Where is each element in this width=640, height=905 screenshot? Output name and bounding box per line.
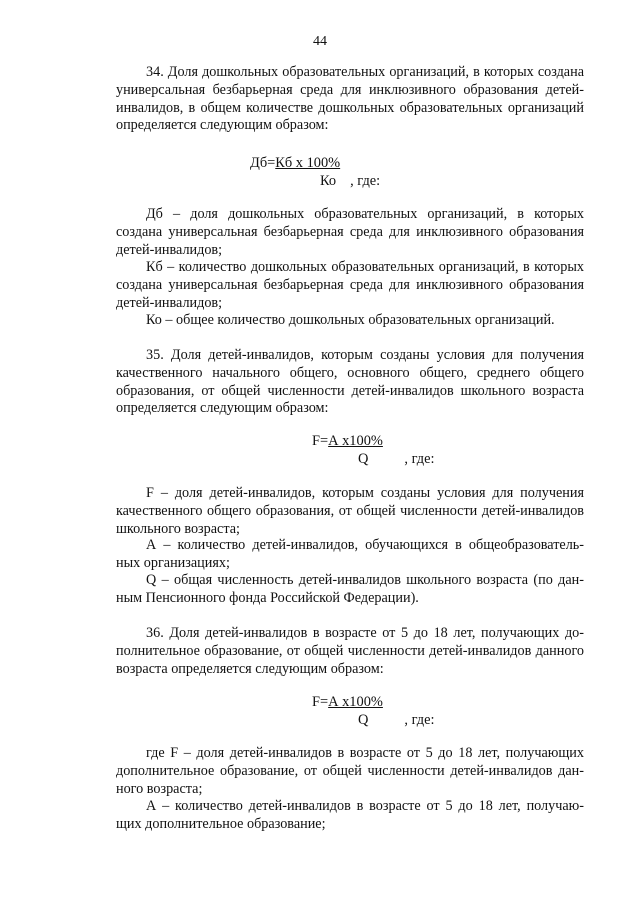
section-34-heading: 34. Доля дошкольных образовательных организаций, в которых создана универсальная безбарьерная среда для инклюзивного образования детей-инвалидов, в общем количестве дошкольных образовательных организаций определяется следующим образом: [116, 64, 584, 134]
formula-35 [312, 432, 383, 450]
formula-35-lhs: F= [312, 433, 329, 449]
formula-36-numerator: А х100% [328, 694, 383, 710]
section-35-definition-q: Q – общая численность детей-инвалидов школьного возраста (по дан-ным Пенсионного фонда Российской Федерации). [116, 572, 584, 606]
formula-34-where: , где: [350, 173, 381, 189]
section-35-definition-f: F – доля детей-инвалидов, которым созданы условия для получения качественного общего образования, от общей численности детей-инвалидов школьного возраста; [116, 485, 584, 537]
formula-34-lhs: Дб= [250, 155, 276, 171]
formula-34 [250, 154, 340, 172]
formula-35-numerator: А х100% [328, 433, 383, 449]
section-36-definition-a: А – количество детей-инвалидов в возрасте от 5 до 18 лет, получаю-щих дополнительное образование; [116, 798, 584, 832]
formula-35-denominator-line [358, 450, 435, 468]
formula-36-lhs: F= [312, 694, 329, 710]
formula-34-numerator: Кб х 100% [275, 155, 341, 171]
section-34-definition-db: Дб – доля дошкольных образовательных организаций, в которых создана универсальная безбарьерная среда для инклюзивного образования детей-инвалидов; [116, 206, 584, 258]
formula-34-denominator-line [320, 172, 380, 190]
formula-34-denominator: Ко [320, 173, 337, 189]
section-35-definition-a: А – количество детей-инвалидов, обучающихся в общеобразователь-ных организациях; [116, 537, 584, 571]
formula-35-where: , где: [404, 451, 435, 467]
formula-36-where: , где: [404, 712, 435, 728]
formula-36-denominator: Q [358, 712, 369, 728]
formula-36 [312, 693, 383, 711]
page-number: 44 [313, 34, 327, 49]
section-35-heading: 35. Доля детей-инвалидов, которым созданы условия для получения качественного начального общего, основного общего, среднего общего образования, от общей численности детей-инвалидов школьного возраста определяется следующим образом: [116, 347, 584, 417]
section-36-heading: 36. Доля детей-инвалидов в возрасте от 5 до 18 лет, получающих до-полнительное образование, от общей численности детей-инвалидов данного возраста определяется следующим образом: [116, 625, 584, 677]
formula-36-denominator-line [358, 711, 435, 729]
formula-35-denominator: Q [358, 451, 369, 467]
section-34-definition-ko: Ко – общее количество дошкольных образовательных организаций. [146, 312, 555, 328]
section-34-definition-kb: Кб – количество дошкольных образовательных организаций, в которых создана универсальная безбарьерная среда для инклюзивного образования детей-инвалидов; [116, 259, 584, 311]
section-36-definition-f: где F – доля детей-инвалидов в возрасте от 5 до 18 лет, получающих дополнительное образование, от общей численности детей-инвалидов дан-ного возраста; [116, 745, 584, 797]
